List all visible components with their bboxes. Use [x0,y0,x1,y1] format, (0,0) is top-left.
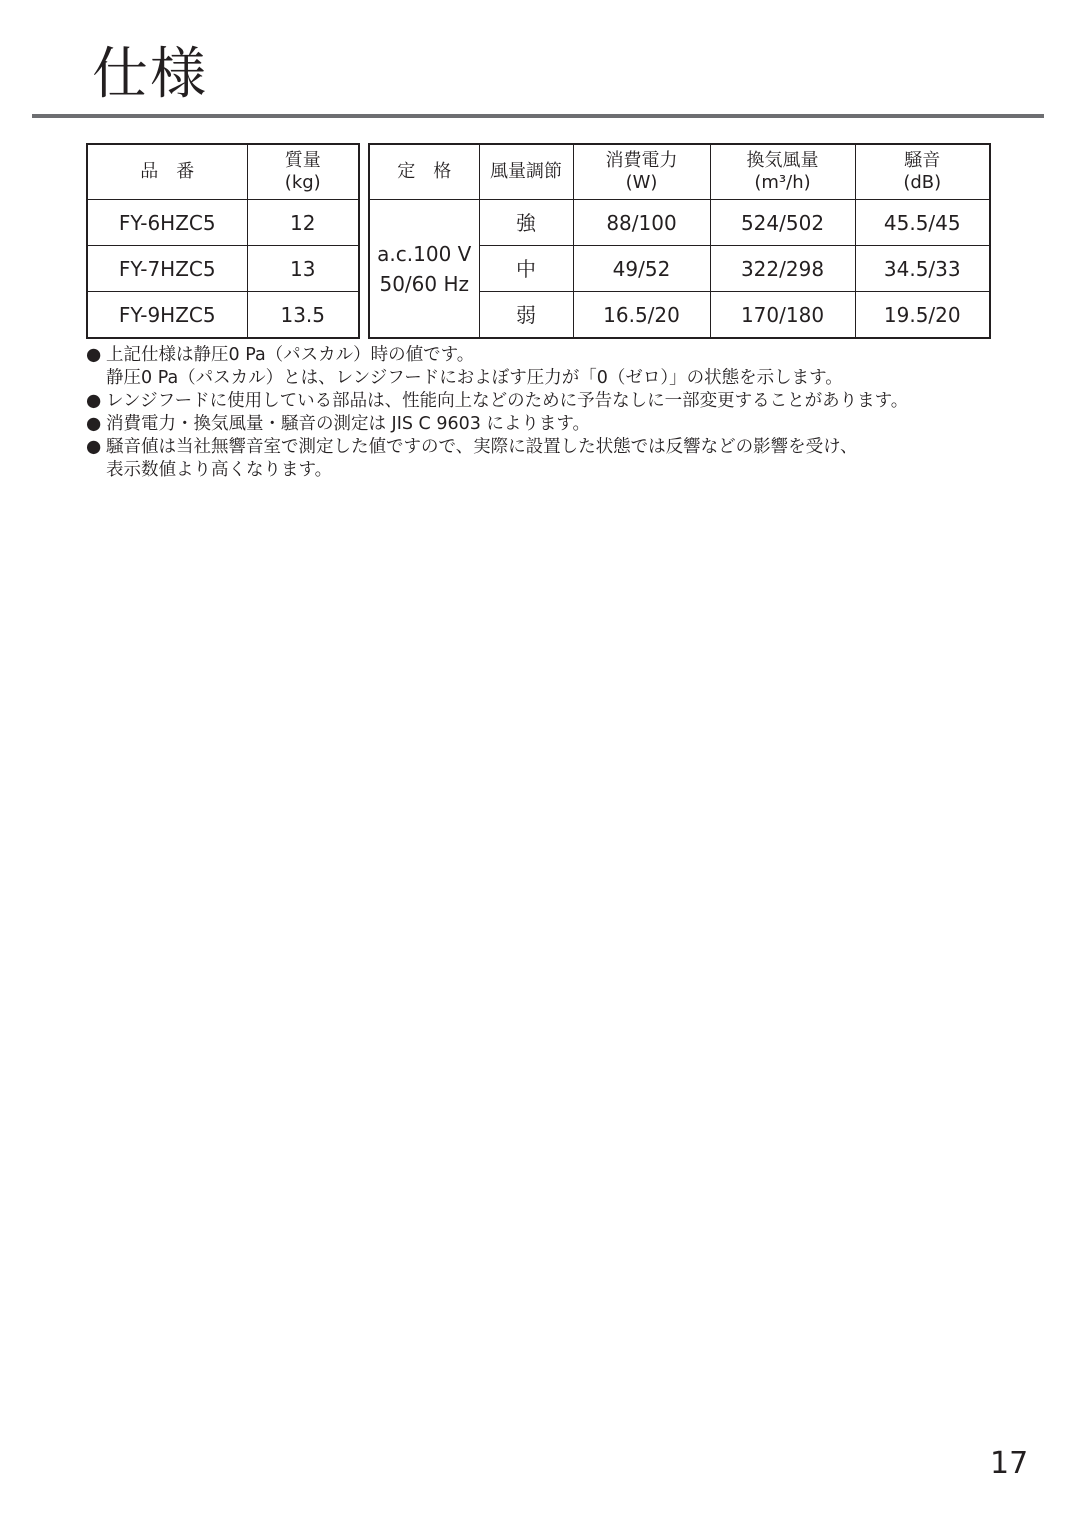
header-model [87,144,247,200]
note-item [86,413,1046,436]
rating-frequency: 50/60 Hz [379,271,470,296]
page-title: 仕様 [92,42,208,107]
note-text-continued: 静圧0 Pa（パスカル）とは、レンジフードにおよぼす圧力が「0（ゼロ）」の状態を示します。 [106,368,843,388]
table-row [369,200,990,246]
noise-cell: 34.5/33 [855,246,990,292]
page-number: 17 [990,1446,1029,1481]
header-rating [369,144,479,200]
table-header-row [369,144,990,200]
bullet-icon: ● [86,437,102,457]
note-text: レンジフードに使用している部品は、性能向上などのために予告なしに一部変更することがあります。 [106,391,909,411]
header-noise-unit: (dB) [903,172,942,193]
title-divider [32,114,1044,118]
bullet-icon: ● [86,414,102,434]
note-text: 上記仕様は静圧0 Pa（パスカル）時の値です。 [106,345,475,365]
note-item [86,390,1046,413]
table-header-row [87,144,359,200]
note-item [86,344,1046,390]
noise-cell: 45.5/45 [855,200,990,246]
header-airflow-unit: (m³/h) [754,172,811,193]
header-power-label: 消費電力 [605,150,678,171]
header-airflow-label: 換気風量 [746,150,819,171]
model-cell: FY-6HZC5 [87,200,247,246]
header-rating-label: 定 格 [397,161,452,182]
note-text: 消費電力・換気風量・騒音の測定は JIS C 9603 によります。 [106,414,591,434]
bullet-icon: ● [86,345,102,365]
table-row [87,200,359,246]
header-noise-label: 騒音 [904,150,941,171]
note-text-continued: 表示数値より高くなります。 [106,460,333,480]
fan-level-cell: 中 [479,246,573,292]
power-cell: 88/100 [573,200,710,246]
notes-list [86,344,1046,482]
mass-cell: 13 [247,246,359,292]
header-mass [247,144,359,200]
airflow-cell: 524/502 [710,200,855,246]
product-mass-table [86,143,360,339]
fan-level-cell: 強 [479,200,573,246]
table-row [87,292,359,339]
airflow-cell: 322/298 [710,246,855,292]
power-cell: 16.5/20 [573,292,710,339]
note-text: 騒音値は当社無響音室で測定した値ですので、実際に設置した状態では反響などの影響を受け、 [106,437,858,457]
header-model-label: 品 番 [140,161,195,182]
bullet-icon: ● [86,391,102,411]
fan-level-cell: 弱 [479,292,573,339]
header-airflow [710,144,855,200]
table-row [87,246,359,292]
noise-cell: 19.5/20 [855,292,990,339]
note-item [86,436,1046,482]
header-mass-unit: (kg) [284,172,321,193]
model-cell: FY-9HZC5 [87,292,247,339]
rating-voltage: a.c.100 V [377,241,472,266]
mass-cell: 13.5 [247,292,359,339]
header-fan-speed-label: 風量調節 [490,161,562,182]
power-cell: 49/52 [573,246,710,292]
rating-cell [369,200,479,339]
header-noise [855,144,990,200]
header-mass-label: 質量 [284,150,321,171]
mass-cell: 12 [247,200,359,246]
model-cell: FY-7HZC5 [87,246,247,292]
header-power [573,144,710,200]
header-fan-speed [479,144,573,200]
header-power-unit: (W) [625,172,658,193]
performance-table [368,143,991,339]
airflow-cell: 170/180 [710,292,855,339]
